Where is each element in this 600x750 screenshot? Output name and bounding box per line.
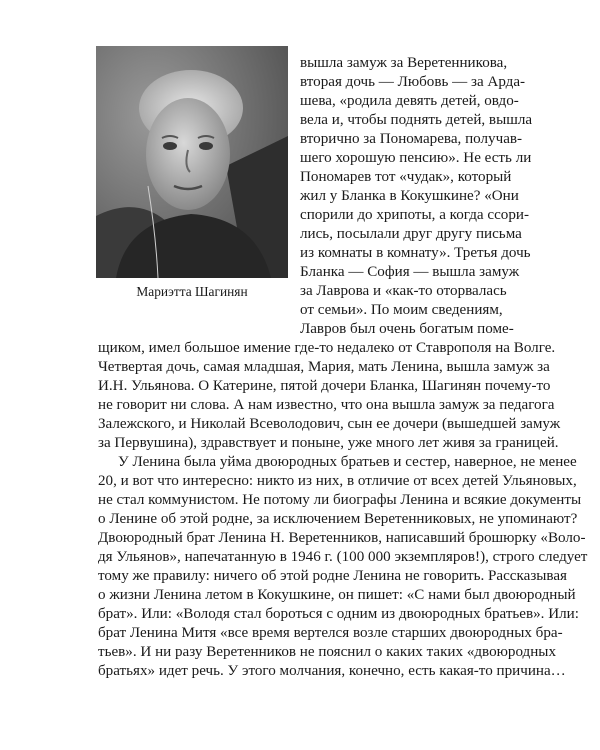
text-line: 20, и вот что интересно: никто из них, в отличие от всех детей Ульяновых, bbox=[98, 473, 577, 489]
text-line: о жизни Ленина летом в Кокушкине, он пишет: «С нами был двоюродный bbox=[98, 587, 576, 603]
text-line: не стал коммунистом. Не потому ли биографы Ленина и всякие документы bbox=[98, 492, 582, 508]
text-line: от семьи». По моим сведениям, bbox=[300, 302, 503, 318]
portrait-illustration bbox=[96, 46, 288, 278]
text-line: Четвертая дочь, самая младшая, Мария, мать Ленина, вышла замуж за bbox=[98, 359, 550, 375]
text-line: вела и, чтобы поднять детей, вышла bbox=[300, 112, 533, 128]
text-line: И.Н. Ульянова. О Катерине, пятой дочери Бланка, Шагинян почему-то bbox=[98, 378, 551, 394]
text-line: Лавров был очень богатым поме- bbox=[300, 321, 514, 337]
portrait-photo bbox=[96, 46, 288, 278]
text-line: не говорит ни слова. А нам известно, что она вышла замуж за педагога bbox=[98, 397, 555, 413]
text-line: шева, «родила девять детей, овдо- bbox=[300, 93, 519, 109]
text-line: тому же правилу: ничего об этой родне Ленина не говорить. Рассказывая bbox=[98, 568, 567, 584]
text-line: брат». Или: «Володя стал бороться с одним из двоюродных братьев». Или: bbox=[98, 606, 579, 622]
text-line: за Первушина), здравствует и поныне, уже много лет живя за границей. bbox=[98, 435, 559, 451]
text-line: за Лаврова и «как-то оторвалась bbox=[300, 283, 507, 299]
text-line: Бланка — София — вышла замуж bbox=[300, 264, 520, 280]
paragraph-first-line: У Ленина была уйма двоюродных братьев и сестер, наверное, не менее bbox=[118, 454, 577, 470]
text-line: спорили до хрипоты, а когда ссори- bbox=[300, 207, 529, 223]
text-line: Пономарев тот «чудак», который bbox=[300, 169, 512, 185]
text-line: тьев». И ни разу Веретенников не пояснил о каких таких «двоюродных bbox=[98, 644, 557, 660]
text-line: дя Ульянов», напечатанную в 1946 г. (100 000 экземпляров!), строго следует bbox=[98, 549, 588, 565]
text-line: брат Ленина Митя «все время вертелся возле старших двоюродных бра- bbox=[98, 625, 563, 641]
photo-caption: Мариэтта Шагинян bbox=[136, 284, 248, 299]
text-line: из комнаты в комнату». Третья дочь bbox=[300, 245, 531, 261]
text-line: вторая дочь — Любовь — за Арда- bbox=[300, 74, 526, 90]
text-line: жил у Бланка в Кокушкине? «Они bbox=[300, 188, 519, 204]
text-line: шего хорошую пенсию». Не есть ли bbox=[300, 150, 532, 166]
text-line: лись, посылали друг другу письма bbox=[300, 226, 522, 242]
text-line: щиком, имел большое имение где-то недалеко от Ставрополя на Волге. bbox=[98, 340, 556, 356]
text-line: братьях» идет речь. У этого молчания, конечно, есть какая-то причина… bbox=[98, 663, 566, 679]
text-line: вышла замуж за Веретенникова, bbox=[300, 55, 508, 71]
text-line: о Ленине об этой родне, за исключением Веретенниковых, не упоминают? bbox=[98, 511, 578, 527]
text-line: Двоюродный брат Ленина Н. Веретенников, написавший брошюрку «Воло- bbox=[98, 530, 586, 546]
text-line: вторично за Пономарева, получав- bbox=[300, 131, 523, 147]
text-line: Залежского, и Николай Всеволодович, сын ее дочери (вышедшей замуж bbox=[98, 416, 561, 432]
